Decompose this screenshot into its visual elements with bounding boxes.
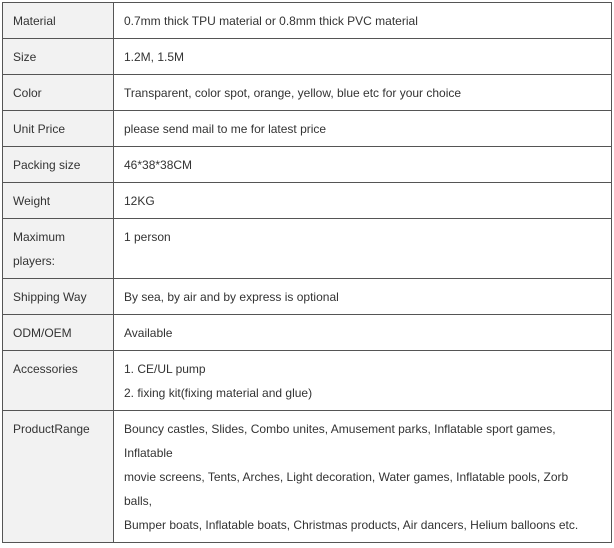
row-color <box>3 75 612 111</box>
value-line: Bumper boats, Inflatable boats, Christmas products, Air dancers, Helium balloons etc. <box>124 518 579 532</box>
label-size: Size <box>3 39 114 75</box>
value-weight: 12KG <box>114 183 612 219</box>
row-odm-oem <box>3 315 612 351</box>
row-accessories <box>3 351 612 411</box>
product-spec-table <box>2 2 612 543</box>
value-color: Transparent, color spot, orange, yellow, blue etc for your choice <box>114 75 612 111</box>
row-shipping-way <box>3 279 612 315</box>
value-line: 1. CE/UL pump <box>124 362 206 376</box>
label-maximum-players <box>3 219 114 279</box>
label-weight: Weight <box>3 183 114 219</box>
label-material: Material <box>3 3 114 39</box>
row-product-range <box>3 411 612 543</box>
label-line: Maximum <box>13 230 66 244</box>
value-line: 2. fixing kit(fixing material and glue) <box>124 386 313 400</box>
label-line: players: <box>13 254 56 268</box>
row-maximum-players <box>3 219 612 279</box>
label-shipping-way: Shipping Way <box>3 279 114 315</box>
label-packing-size: Packing size <box>3 147 114 183</box>
row-weight <box>3 183 612 219</box>
row-unit-price <box>3 111 612 147</box>
value-line: balls, <box>124 494 153 508</box>
value-line: Inflatable <box>124 446 173 460</box>
value-maximum-players: 1 person <box>114 219 612 279</box>
value-accessories <box>114 351 612 411</box>
value-unit-price: please send mail to me for latest price <box>114 111 612 147</box>
row-packing-size <box>3 147 612 183</box>
row-material <box>3 3 612 39</box>
value-packing-size: 46*38*38CM <box>114 147 612 183</box>
value-line: Bouncy castles, Slides, Combo unites, Amusement parks, Inflatable sport games, <box>124 422 556 436</box>
value-odm-oem: Available <box>114 315 612 351</box>
value-line: movie screens, Tents, Arches, Light decoration, Water games, Inflatable pools, Zorb <box>124 470 569 484</box>
value-material: 0.7mm thick TPU material or 0.8mm thick PVC material <box>114 3 612 39</box>
label-color: Color <box>3 75 114 111</box>
value-size: 1.2M, 1.5M <box>114 39 612 75</box>
label-unit-price: Unit Price <box>3 111 114 147</box>
label-accessories: Accessories <box>3 351 114 411</box>
label-product-range: ProductRange <box>3 411 114 543</box>
label-odm-oem: ODM/OEM <box>3 315 114 351</box>
value-product-range <box>114 411 612 543</box>
row-size <box>3 39 612 75</box>
value-shipping-way: By sea, by air and by express is optional <box>114 279 612 315</box>
